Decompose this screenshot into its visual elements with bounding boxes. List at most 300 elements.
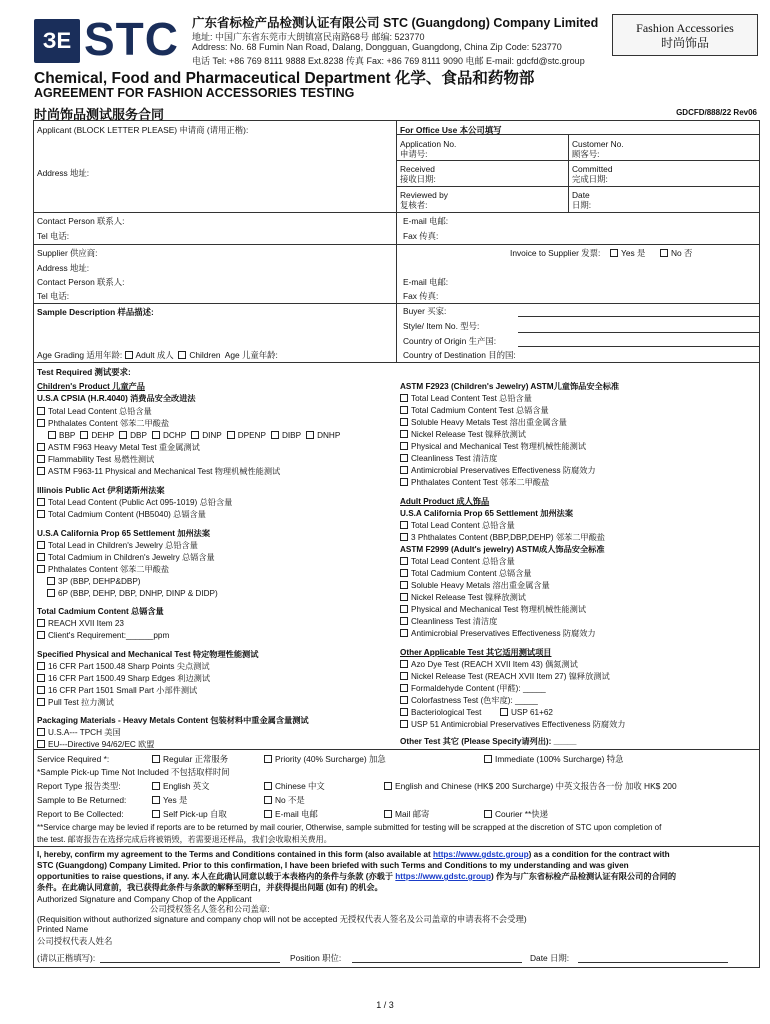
checkbox[interactable] (37, 467, 45, 475)
test-option[interactable] (400, 521, 515, 531)
return-no[interactable] (264, 795, 305, 805)
collected-label: Report to Be Collected: (37, 809, 124, 819)
test-label: Pull Test 拉力测试 (48, 698, 114, 707)
terms-text: ) 作为与广东省标检产品检测认证有限公司的合同的 (490, 872, 677, 881)
checkbox[interactable] (484, 755, 492, 763)
checkbox[interactable] (400, 581, 408, 589)
test-label: Other Test 其它 (Please Specify请列出): _____ (400, 737, 577, 746)
test-label: Total Cadmium Content (HB5040) 总镉含量 (48, 510, 206, 519)
test-section-heading (37, 486, 165, 496)
test-label: Packaging Materials - Heavy Metals Content 包装材料中重金属含量测试 (37, 716, 309, 725)
test-option[interactable] (37, 419, 169, 429)
checkbox[interactable] (264, 810, 272, 818)
service-required-label: Service Required *: (37, 754, 110, 764)
checkbox[interactable] (48, 431, 56, 439)
phthalate-label: DIBP (281, 431, 302, 440)
checkbox[interactable] (400, 430, 408, 438)
checkbox[interactable] (37, 419, 45, 427)
position-label: Position 职位: (290, 953, 342, 963)
test-section-heading (37, 382, 145, 392)
received-cn: 接收日期: (400, 174, 436, 184)
phthalate-label: DINP (202, 431, 222, 440)
checkbox[interactable] (400, 454, 408, 462)
test-option[interactable] (37, 541, 198, 551)
terms-line-1 (37, 850, 670, 860)
service-note-1: **Service charge may be levied if reports are to be returned by mail courier, Otherwise, sample submitted for testing will be scrapped at the discretion of STC upon completion of (37, 823, 662, 832)
test-section-heading (37, 650, 258, 660)
date-en: Date (572, 190, 590, 200)
reviewed-cn: 复核者: (400, 200, 428, 210)
reviewed-label (400, 190, 448, 210)
printed-name-cn: 公司授权代表人姓名 (37, 936, 113, 946)
test-option[interactable] (37, 407, 152, 417)
test-option[interactable] (400, 708, 481, 718)
supplier-address-label: Address 地址: (37, 263, 90, 273)
checkbox[interactable] (400, 394, 408, 402)
test-option[interactable] (37, 510, 206, 520)
checkbox[interactable] (191, 431, 199, 439)
checkbox[interactable] (119, 431, 127, 439)
checkbox[interactable] (37, 631, 45, 639)
checkbox[interactable] (264, 755, 272, 763)
test-required-title: Test Required 测试要求: (37, 367, 131, 377)
checkbox[interactable] (400, 557, 408, 565)
agreement-title: AGREEMENT FOR FASHION ACCESSORIES TESTING (34, 86, 355, 100)
checkbox[interactable] (37, 674, 45, 682)
test-option[interactable] (400, 660, 578, 670)
test-label: 3P (BBP, DEHP&DBP) (58, 577, 141, 586)
returned-label: Sample to Be Returned: (37, 795, 127, 805)
test-label: 16 CFR Part 1500.48 Sharp Points 尖点测试 (48, 662, 210, 671)
test-option[interactable] (400, 466, 596, 476)
stc-logo-text: STC (84, 13, 179, 65)
test-option[interactable] (47, 577, 141, 587)
phthalate-label: DPENP (237, 431, 266, 440)
usp61-label: USP 61+62 (511, 708, 553, 717)
phthalate-label: DCHP (162, 431, 187, 440)
test-section-heading (400, 509, 573, 519)
service-immediate[interactable] (484, 754, 623, 764)
terms-line-4: 条件。在此确认同意前，我已获得此条件与条款的解释至明白，并获得提出问题 (如有) 的机会。 (37, 883, 383, 892)
test-label: Total Lead Content 总铅含量 (48, 407, 152, 416)
sample-description-label: Sample Description 样品描述: (37, 307, 154, 317)
buyer-label: Buyer 买家: (403, 306, 447, 316)
checkbox[interactable] (227, 431, 235, 439)
checkbox[interactable] (400, 593, 408, 601)
test-label: Physical and Mechanical Test 物理机械性能测试 (411, 605, 587, 614)
test-option[interactable] (37, 662, 210, 672)
test-label: 16 CFR Part 1501 Small Part 小部件测试 (48, 686, 198, 695)
customer-no-label (572, 139, 624, 159)
test-label: 6P (BBP, DEHP, DBP, DNHP, DINP & DIDP) (58, 589, 218, 598)
test-label: Total Cadmium Content 总镉含量 (411, 569, 532, 578)
date-label (572, 190, 591, 210)
terms-line-2: STC (Guangdong) Company Limited. Prior to this confirmation, I have been briefed with such Terms and Conditions to my understanding and was given (37, 861, 629, 870)
test-option[interactable] (400, 672, 610, 682)
test-label: Nickel Release Test 镍释放测试 (411, 430, 526, 439)
checkbox[interactable] (400, 708, 408, 716)
address-en: Address: No. 68 Fumin Nan Road, Dalang, Dongguan, Guangdong, China Zip Code: 523770 (192, 42, 562, 52)
signature-label: Authorized Signature and Company Chop of the Applicant (37, 894, 252, 904)
checkbox[interactable] (400, 442, 408, 450)
test-label: Total Lead Content 总铅含量 (411, 557, 515, 566)
phthalate-label: DBP (130, 431, 147, 440)
checkbox[interactable] (47, 577, 55, 585)
tel-label: Tel 电话: (37, 231, 70, 241)
age-grading (37, 350, 278, 360)
test-option[interactable] (37, 631, 169, 641)
checkbox[interactable] (37, 455, 45, 463)
test-label: Client's Requirement:______ppm (48, 631, 170, 640)
test-label: Soluble Heavy Metals Test 溶出重金属含量 (411, 418, 567, 427)
service-priority[interactable] (264, 754, 386, 764)
supplier-label: Supplier 供应商: (37, 248, 98, 258)
test-option[interactable] (400, 569, 532, 579)
page-number: 1 / 3 (376, 1000, 394, 1010)
contact-line: 电话 Tel: +86 769 8111 9888 Ext.8238 传真 Fax: +86 769 8111 9090 电邮 E-mail: gdcfd@stc.group (192, 56, 585, 66)
applicant-label: Applicant (BLOCK LETTER PLEASE) 申请商 (请用正楷): (37, 125, 249, 135)
report-both[interactable] (384, 781, 677, 791)
terms-text: opportunities to raise questions, if any. 本人在此确认同意以载于本表格内的条件与条款 (亦载于 (37, 872, 396, 881)
test-label: Phthalates Content 邻苯二甲酸盐 (48, 419, 170, 428)
received-label (400, 164, 436, 184)
test-label: Physical and Mechanical Test 物理机械性能测试 (411, 442, 587, 451)
english-label: English 英文 (163, 781, 210, 791)
received-en: Received (400, 164, 435, 174)
test-label: Other Applicable Test 其它适用测试项目 (400, 648, 552, 657)
app-no-en: Application No. (400, 139, 457, 149)
test-option[interactable] (37, 565, 169, 575)
test-label: Illinois Public Act 伊利诺斯州法案 (37, 486, 165, 495)
test-option[interactable] (400, 442, 586, 452)
adult-label: Adult 成人 (135, 350, 174, 360)
pickup-note: *Sample Pick-up Time Not Included 不包括取样时间 (37, 767, 230, 777)
test-option[interactable] (400, 581, 550, 591)
test-label: Antimicrobial Preservatives Effectiveness 防腐效力 (411, 466, 596, 475)
checkbox[interactable] (400, 478, 408, 486)
date-cn: 日期: (572, 200, 592, 210)
test-section-heading (37, 394, 196, 404)
test-label: Antimicrobial Preservatives Effectiveness 防腐效力 (411, 629, 596, 638)
test-option[interactable] (400, 478, 549, 488)
usp61-option[interactable] (500, 708, 553, 718)
test-label: Phthalates Content Test 邻苯二甲酸盐 (411, 478, 550, 487)
service-regular[interactable] (152, 754, 228, 764)
test-option[interactable] (37, 455, 154, 465)
both-label: English and Chinese (HK$ 200 Surcharge) 中英文报告各一份 加收 HK$ 200 (395, 781, 677, 791)
block-letter-label: (请以正楷填写): (37, 953, 96, 963)
test-label: Total Cadmium in Children's Jewelry 总镉含量 (48, 553, 215, 562)
checkbox[interactable] (400, 720, 408, 728)
test-option[interactable] (37, 553, 215, 563)
checkbox[interactable] (400, 672, 408, 680)
courier-label: Courier **快递 (495, 809, 549, 819)
checkbox[interactable] (400, 533, 408, 541)
test-label: Soluble Heavy Metals 溶出重金属含量 (411, 581, 550, 590)
checkbox[interactable] (400, 629, 408, 637)
test-label: Cleanliness Test 清洁度 (411, 454, 498, 463)
form-reference: GDCFD/888/22 Rev06 (676, 108, 757, 117)
checkbox[interactable] (400, 466, 408, 474)
test-option[interactable] (37, 740, 154, 750)
test-label: U.S.A California Prop 65 Settlement 加州法案 (400, 509, 574, 518)
app-no-cn: 申请号: (400, 149, 428, 159)
test-label: Nickel Release Test (REACH XVII Item 27) 镍释放测试 (411, 672, 610, 681)
printed-name-label: Printed Name (37, 924, 89, 934)
agreement-title-cn: 时尚饰品测试服务合同 (34, 107, 165, 122)
test-option[interactable] (400, 406, 549, 416)
style-label: Style/ Item No. 型号: (403, 321, 480, 331)
checkbox[interactable] (152, 755, 160, 763)
requisition-note: (Requisition without authorized signature and company chop will not be accepted 无授权代表人签名及公司盖章的申请表将不会受理) (37, 914, 527, 924)
supplier-email-label: E-mail 电邮: (403, 277, 449, 287)
test-label: Colorfastness Test (色牢度): _____ (411, 696, 538, 705)
test-label: Total Lead in Children's Jewelry 总铅含量 (48, 541, 198, 550)
checkbox[interactable] (80, 431, 88, 439)
test-label: Adult Product 成人饰品 (400, 497, 490, 506)
collect-self[interactable] (152, 809, 227, 819)
checkbox[interactable] (37, 510, 45, 518)
checkbox[interactable] (400, 569, 408, 577)
checkbox[interactable] (610, 249, 618, 257)
checkbox[interactable] (152, 431, 160, 439)
fax-label: Fax 传真: (403, 231, 439, 241)
return-no-label: No 不是 (275, 795, 305, 805)
test-section-heading (400, 648, 551, 658)
committed-cn: 完成日期: (572, 174, 608, 184)
checkbox[interactable] (125, 351, 133, 359)
test-option[interactable] (37, 443, 200, 453)
test-section-heading (400, 545, 605, 555)
checkbox[interactable] (37, 407, 45, 415)
committed-label (572, 164, 613, 184)
test-label: Bacteriological Test (411, 708, 482, 717)
category-badge (612, 14, 758, 56)
checkbox[interactable] (400, 418, 408, 426)
return-yes-label: Yes 是 (163, 795, 188, 805)
test-label: Total Cadmium Content 总镉含量 (37, 607, 164, 616)
checkbox[interactable] (264, 796, 272, 804)
test-section-heading (400, 737, 576, 747)
checkbox[interactable] (47, 589, 55, 597)
test-label: ASTM F963 Heavy Metal Test 重金属测试 (48, 443, 200, 452)
test-option[interactable] (400, 394, 532, 404)
test-option[interactable] (400, 617, 497, 627)
test-option[interactable] (37, 467, 280, 477)
test-label: ASTM F2999 (Adult's jewelry) ASTM成人饰品安全标准 (400, 545, 605, 554)
test-label: Total Lead Content (Public Act 095-1019) 总铅含量 (48, 498, 233, 507)
test-label: Cleanliness Test 清洁度 (411, 617, 498, 626)
test-option[interactable] (400, 593, 526, 603)
immediate-label: Immediate (100% Surcharge) 特急 (495, 754, 624, 764)
test-option[interactable] (400, 557, 515, 567)
invoice-label: Invoice to Supplier 发票: (510, 248, 601, 258)
supplier-contact-label: Contact Person 联系人: (37, 277, 125, 287)
checkbox[interactable] (37, 698, 45, 706)
test-label: Specified Physical and Mechanical Test 特定物理性能测试 (37, 650, 259, 659)
test-section-heading (400, 497, 489, 507)
supplier-tel-label: Tel 电话: (37, 291, 70, 301)
phthalate-option[interactable] (271, 431, 301, 440)
checkbox[interactable] (37, 498, 45, 506)
test-label: Nickel Release Test 镍释放测试 (411, 593, 526, 602)
checkbox[interactable] (400, 406, 408, 414)
checkbox[interactable] (178, 351, 186, 359)
collect-email[interactable] (264, 809, 318, 819)
phthalate-option[interactable] (191, 431, 222, 440)
checkbox[interactable] (152, 782, 160, 790)
checkbox[interactable] (152, 796, 160, 804)
test-option[interactable] (37, 698, 114, 708)
signature-label-cn: 公司授权签名人签名和公司盖章: (150, 904, 270, 914)
phthalate-option[interactable] (306, 431, 340, 440)
invoice-no-label: No 否 (671, 248, 693, 258)
email-label: E-mail 电邮: (403, 216, 449, 226)
checkbox[interactable] (152, 810, 160, 818)
checkbox[interactable] (37, 619, 45, 627)
origin-label: Country of Origin 生产国: (403, 336, 497, 346)
company-name: 广东省标检产品检测认证有限公司 STC (Guangdong) Company Limited (192, 16, 599, 30)
invoice-yes-label: Yes 是 (621, 248, 646, 258)
regular-label: Regular 正常服务 (163, 754, 229, 764)
checkbox[interactable] (500, 708, 508, 716)
phthalate-label: DEHP (91, 431, 115, 440)
priority-label: Priority (40% Surcharge) 加急 (275, 754, 386, 764)
date-sign-label: Date 日期: (530, 953, 570, 963)
invoice-yes[interactable] (610, 248, 645, 258)
checkbox[interactable] (400, 660, 408, 668)
app-no-label (400, 139, 456, 159)
reviewed-en: Reviewed by (400, 190, 448, 200)
badge-cn: 时尚饰品 (660, 36, 709, 50)
destination-label: Country of Destination 目的国: (403, 350, 516, 360)
checkbox[interactable] (271, 431, 279, 439)
phthalate-option[interactable] (227, 431, 266, 440)
test-label: ASTM F2923 (Children's Jewelry) ASTM儿童饰品安全标准 (400, 382, 620, 391)
test-option[interactable] (400, 684, 546, 694)
checkbox[interactable] (484, 810, 492, 818)
return-yes[interactable] (152, 795, 187, 805)
checkbox[interactable] (400, 605, 408, 613)
test-option[interactable] (400, 533, 605, 543)
test-label: Total Lead Content Test 总铅含量 (411, 394, 532, 403)
test-label: U.S.A CPSIA (H.R.4040) 消费品安全改进法 (37, 394, 196, 403)
test-option[interactable] (400, 605, 586, 615)
checkbox[interactable] (37, 553, 45, 561)
test-option[interactable] (400, 629, 596, 639)
customer-no-en: Customer No. (572, 139, 624, 149)
test-option[interactable] (400, 454, 497, 464)
terms-text: ) as a condition for the contract with (528, 850, 670, 859)
phthalate-option[interactable] (119, 431, 147, 440)
test-section-heading (37, 529, 210, 539)
test-option[interactable] (37, 498, 232, 508)
test-label: Total Cadmium Content Test 总镉含量 (411, 406, 549, 415)
checkbox[interactable] (37, 541, 45, 549)
self-label: Self Pick-up 自取 (163, 809, 227, 819)
contact-label: Contact Person 联系人: (37, 216, 125, 226)
test-label: USP 51 Antimicrobial Preservatives Effectiveness 防腐效力 (411, 720, 626, 729)
test-option[interactable] (400, 430, 526, 440)
test-label: Total Lead Content 总铅含量 (411, 521, 515, 530)
checkbox[interactable] (400, 617, 408, 625)
test-option[interactable] (400, 418, 567, 428)
test-section-heading (37, 716, 309, 726)
test-option[interactable] (37, 686, 197, 696)
address-label: Address 地址: (37, 168, 90, 178)
test-option[interactable] (47, 589, 218, 599)
phthalate-option[interactable] (80, 431, 114, 440)
test-section-heading (400, 382, 619, 392)
checkbox[interactable] (37, 740, 45, 748)
collect-mail[interactable] (384, 809, 429, 819)
checkbox[interactable] (264, 782, 272, 790)
checkbox[interactable] (306, 431, 314, 439)
test-label: ASTM F963-11 Physical and Mechanical Test 物理机械性能测试 (48, 467, 281, 476)
checkbox[interactable] (37, 728, 45, 736)
checkbox[interactable] (37, 565, 45, 573)
terms-line-3 (37, 872, 676, 882)
report-english[interactable] (152, 781, 210, 791)
test-label: Children's Product 儿童产品 (37, 382, 145, 391)
checkbox[interactable] (660, 249, 668, 257)
badge-en: Fashion Accessories (636, 21, 734, 35)
checkbox[interactable] (400, 521, 408, 529)
invoice-no[interactable] (660, 248, 692, 258)
report-type-label: Report Type 报告类型: (37, 781, 121, 791)
checkbox[interactable] (37, 662, 45, 670)
report-chinese[interactable] (264, 781, 325, 791)
children-label: Children (189, 350, 221, 360)
test-label: U.S.A--- TPCH 美国 (48, 728, 121, 737)
phthalate-option[interactable] (48, 431, 75, 440)
age-label: Age 儿童年龄: (224, 350, 278, 360)
phthalate-option[interactable] (152, 431, 186, 440)
checkbox[interactable] (37, 686, 45, 694)
test-label: EU---Directive 94/62/EC 欧盟 (48, 740, 155, 749)
test-label: 3 Phthalates Content (BBP,DBP,DEHP) 邻苯二甲酸盐 (411, 533, 605, 542)
phthalate-label: BBP (59, 431, 76, 440)
test-option[interactable] (400, 720, 625, 730)
checkbox[interactable] (37, 443, 45, 451)
address-cn: 地址: 中国广东省东莞市大朗镇富民南路68号 邮编: 523770 (192, 32, 425, 42)
test-option[interactable] (37, 674, 210, 684)
committed-en: Committed (572, 164, 613, 174)
terms-link[interactable]: https://www.gdstc.group (432, 850, 529, 859)
test-label: Phthalates Content 邻苯二甲酸盐 (48, 565, 170, 574)
test-label: REACH XVII Item 23 (48, 619, 124, 628)
checkbox[interactable] (384, 782, 392, 790)
checkbox[interactable] (400, 684, 408, 692)
collect-courier[interactable] (484, 809, 548, 819)
office-use-title: For Office Use 本公司填写 (400, 125, 502, 135)
test-option[interactable] (400, 696, 538, 706)
customer-no-cn: 顾客号: (572, 149, 600, 159)
terms-link-2[interactable]: https://www.gdstc.group (395, 872, 491, 881)
phthalate-options (48, 431, 345, 441)
supplier-fax-label: Fax 传真: (403, 291, 439, 301)
phthalate-label: DNHP (317, 431, 341, 440)
service-note-2: the test. 邮寄报告在选择完成后将被销毁，若需要退还样品，我们会收取相关费用。 (37, 835, 332, 844)
test-option[interactable] (37, 728, 121, 738)
checkbox[interactable] (384, 810, 392, 818)
email-option-label: E-mail 电邮 (275, 809, 318, 819)
test-section-heading (37, 607, 164, 617)
test-label: Flammability Test 易燃性测试 (48, 455, 155, 464)
test-option[interactable] (37, 619, 124, 629)
test-label: Formaldehyde Content (甲醛): _____ (411, 684, 546, 693)
checkbox[interactable] (400, 696, 408, 704)
